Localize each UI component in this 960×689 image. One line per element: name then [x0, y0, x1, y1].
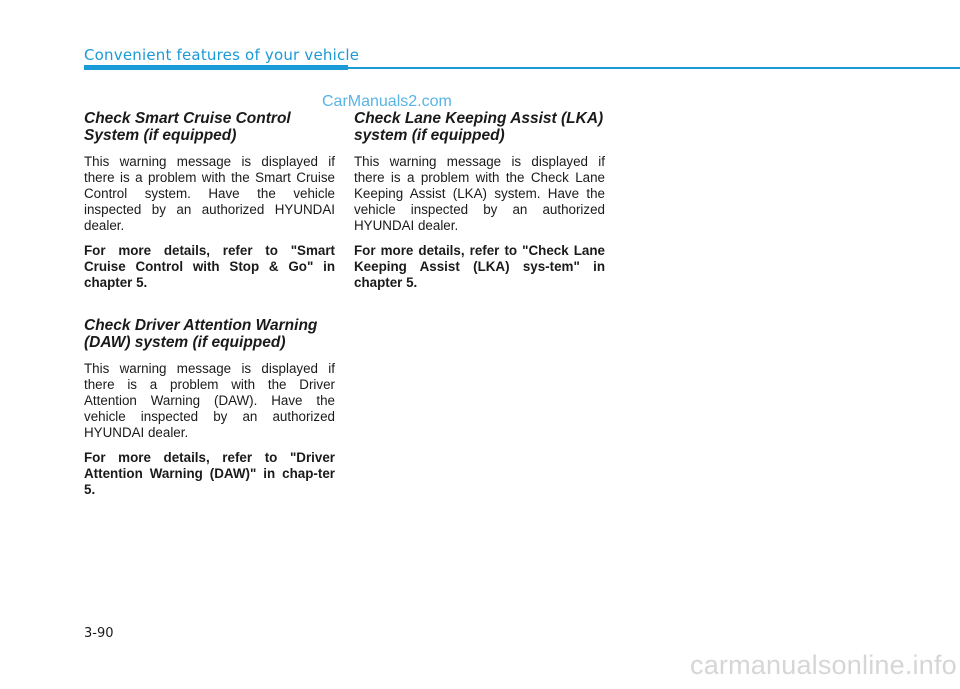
watermark-bottom: carmanualsonline.info [690, 650, 957, 680]
section-smart-cruise-control [84, 110, 335, 291]
watermark-top: CarManuals2.com [322, 93, 452, 110]
section-body: This warning message is displayed if there is a problem with the Driver Attention Warning (DAW). Have the vehicle inspected by an authorized HYUNDAI dealer. [84, 361, 335, 440]
section-body: This warning message is displayed if there is a problem with the Smart Cruise Control system. Have the vehicle inspected by an authorized HYUNDAI dealer. [84, 154, 335, 233]
header-rule-thin [348, 67, 960, 69]
page-number: 3-90 [84, 626, 114, 641]
section-body: This warning message is displayed if there is a problem with the Check Lane Keeping Assist (LKA) system. Have the vehicle inspected by an authorized HYUNDAI dealer. [354, 154, 605, 233]
column-left [84, 110, 335, 524]
section-reference: For more details, refer to "Driver Attention Warning (DAW)" in chap-ter 5. [84, 450, 335, 497]
header-rule-thick [84, 65, 348, 70]
section-heading: Check Smart Cruise Control System (if equipped) [84, 110, 291, 144]
column-right [354, 110, 605, 317]
section-reference: For more details, refer to "Check Lane Keeping Assist (LKA) sys-tem" in chapter 5. [354, 243, 605, 290]
section-driver-attention-warning [84, 317, 335, 498]
page-header [84, 46, 960, 74]
section-heading: Check Lane Keeping Assist (LKA) system (if equipped) [354, 110, 604, 144]
header-title: Convenient features of your vehicle [84, 46, 360, 64]
section-reference: For more details, refer to "Smart Cruise Control with Stop & Go" in chapter 5. [84, 243, 335, 290]
section-heading: Check Driver Attention Warning (DAW) system (if equipped) [84, 317, 318, 351]
section-lane-keeping-assist [354, 110, 605, 291]
